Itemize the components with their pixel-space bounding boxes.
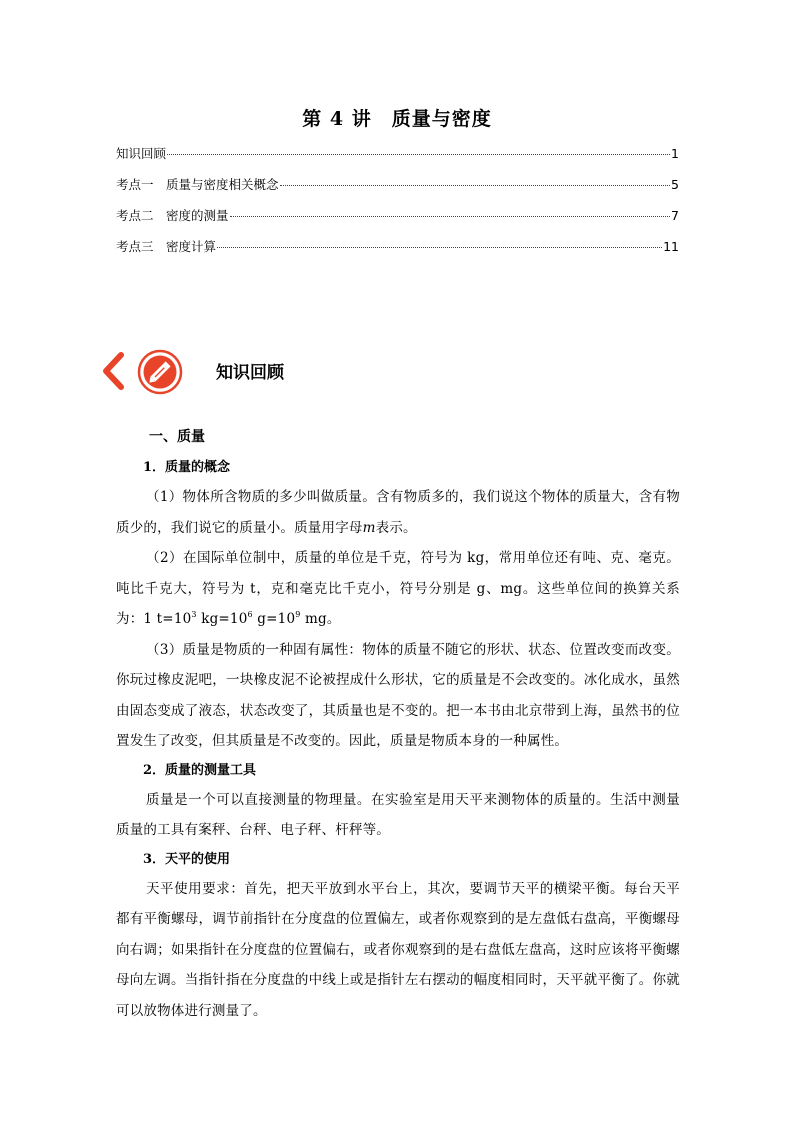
toc-entry-label: 考点三 密度计算: [116, 239, 217, 254]
toc-entry[interactable]: [116, 175, 679, 206]
paragraph-text: g=10: [252, 611, 296, 627]
toc-entry[interactable]: [116, 237, 679, 268]
paragraph-text: kg=10: [196, 611, 248, 627]
section-content: [116, 420, 680, 1026]
toc-entry-label: 考点二 密度的测量: [116, 208, 229, 223]
paragraph-balance-usage: 天平使用要求：首先，把天平放到水平台上，其次，要调节天平的横梁平衡。每台天平都有平衡螺母，调节前指针在分度盘的位置偏左，或者你观察到的是左盘低右盘高，平衡螺母向右调；如果指针在分度盘的位置偏右，或者你观察到的是右盘低左盘高，这时应该将平衡螺母向左调。当指针指在分度盘的中线上或是指针左右摆动的幅度相同时，天平就平衡了。你就可以放物体进行测量了。: [116, 880, 680, 1019]
toc-entry-page: 1: [671, 146, 679, 161]
subheading-measuring-tools: 2．质量的测量工具: [143, 762, 257, 778]
toc-leader-dots: [167, 154, 670, 155]
subheading-balance-usage: 3．天平的使用: [143, 851, 231, 867]
table-of-contents: [116, 144, 679, 268]
toc-leader-dots: [280, 185, 670, 186]
paragraph-text: 表示。: [375, 519, 417, 536]
paragraph-measuring-tools: 质量是一个可以直接测量的物理量。在实验室是用天平来测物体的质量的。生活中测量质量的工具有案秤、台秤、电子秤、杆秤等。: [116, 791, 680, 838]
paragraph-text: （2）在国际单位制中，质量的单位是千克，符号为 kg，常用单位还有吨、克、毫克。吨比千克大，符号为 t，克和毫克比千克小，符号分别是 g、mg。这些单位间的换算关系为：1 t=10: [116, 550, 680, 627]
toc-entry[interactable]: [116, 206, 679, 237]
toc-leader-dots: [230, 216, 670, 217]
paragraph-mass-units: [116, 543, 680, 635]
subheading-mass-concept: 1．质量的概念: [143, 460, 231, 475]
heading-mass: 一、质量: [149, 429, 205, 445]
toc-entry-page: 11: [663, 239, 679, 254]
chevron-left-icon: [100, 352, 126, 390]
exponent: 3: [191, 610, 197, 619]
toc-entry-label: 考点一 质量与密度相关概念: [116, 177, 279, 192]
toc-entry[interactable]: [116, 144, 679, 175]
exponent: 9: [295, 610, 301, 619]
toc-entry-page: 5: [671, 177, 679, 192]
exponent: 6: [247, 610, 253, 619]
paragraph-text: mg。: [300, 611, 341, 627]
paragraph-mass-property: （3）质量是物质的一种固有属性：物体的质量不随它的形状、状态、位置改变而改变。你玩过橡皮泥吧，一块橡皮泥不论被捏成什么形状，它的质量是不会改变的。冰化成水，虽然由固态变成了液态，状态改变了，其质量也是不变的。把一本书由北京带到上海，虽然书的位置发生了改变，但其质量是不改变的。因此，质量是物质本身的一种属性。: [116, 641, 680, 749]
paragraph-mass-definition: [116, 482, 680, 543]
section-title: 知识回顾: [216, 363, 284, 383]
paragraph-text: （1）物体所含物质的多少叫做质量。含有物质多的，我们说这个物体的质量大，含有物质少的，我们说它的质量小。质量用字母: [116, 489, 680, 536]
section-banner: [100, 346, 400, 396]
pencil-icon: [136, 348, 184, 396]
page-title: 第 4 讲 质量与密度: [302, 108, 492, 130]
symbol-m: m: [362, 519, 376, 536]
toc-leader-dots: [217, 247, 662, 248]
toc-entry-label: 知识回顾: [116, 146, 167, 161]
toc-entry-page: 7: [671, 208, 679, 223]
